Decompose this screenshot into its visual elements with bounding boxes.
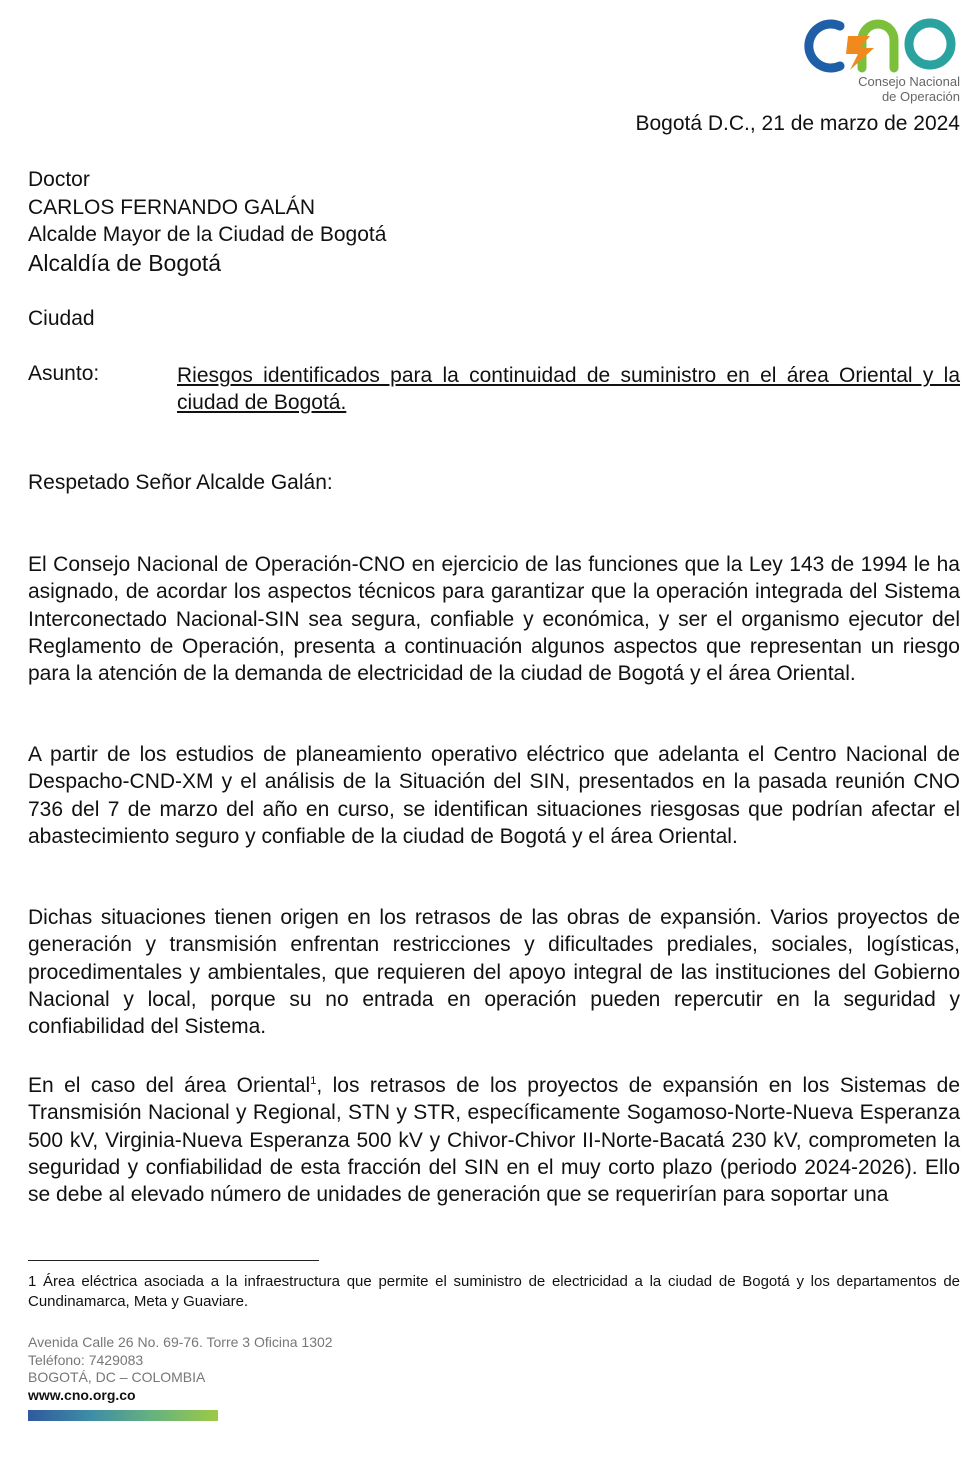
footnote-divider bbox=[28, 1260, 319, 1261]
footnote-reference: 1 bbox=[310, 1075, 317, 1087]
recipient-role: Alcalde Mayor de la Ciudad de Bogotá bbox=[28, 223, 387, 246]
logo-o-shape bbox=[909, 23, 951, 65]
letter-date: Bogotá D.C., 21 de marzo de 2024 bbox=[635, 112, 960, 135]
cno-logo bbox=[800, 14, 960, 108]
body-paragraph-2: A partir de los estudios de planeamiento operativo eléctrico que adelanta el Centro Nacional de Despacho-CND-XM y el análisis de la Situación del SIN, presentados en la pasada reunión CNO 736 del 7 de marzo del año en curso, se identifican situaciones riesgosas que podrían afectar el abastecimiento seguro y confiable de la ciudad de Bogotá y el área Oriental. bbox=[28, 743, 960, 848]
footer-address: Avenida Calle 26 No. 69-76. Torre 3 Oficina 1302 bbox=[28, 1334, 333, 1350]
recipient-block bbox=[28, 166, 386, 278]
recipient-city: Ciudad bbox=[28, 307, 95, 330]
footer-gradient-bar bbox=[28, 1410, 218, 1421]
greeting: Respetado Señor Alcalde Galán: bbox=[28, 471, 333, 494]
footer-website-link[interactable]: www.cno.org.co bbox=[28, 1386, 136, 1403]
footer-city: BOGOTÁ, DC – COLOMBIA bbox=[28, 1369, 206, 1385]
subject-text: Riesgos identificados para la continuidad de suministro en el área Oriental y la ciudad de Bogotá. bbox=[177, 364, 960, 414]
recipient-office: Alcaldía de Bogotá bbox=[28, 249, 222, 276]
recipient-name: CARLOS FERNANDO GALÁN bbox=[28, 195, 316, 219]
body-paragraph-4 bbox=[28, 1068, 960, 1208]
body-paragraph-3: Dichas situaciones tienen origen en los retrasos de las obras de expansión. Varios proyectos de generación y transmisión enfrentan restricciones y dificultades prediales, sociales, logísticas, procedimentales y ambientales, que requieren del apoyo integral de las instituciones del Gobierno Nacional y local, porque su no entrada en operación pueden repercutir en la seguridad y confiabilidad del Sistema. bbox=[28, 906, 960, 1039]
subject-label: Asunto: bbox=[28, 362, 100, 385]
recipient-salutation: Doctor bbox=[28, 168, 90, 191]
body-paragraph-4-rest: , los retrasos de los proyectos de expansión en los Sistemas de Transmisión Nacional y Regional, STN y STR, específicamente Sogamoso-Norte-Nueva Esperanza 500 kV, Virginia-Nueva Esperanza 500 kV y Chivor-Chivor II-Norte-Bacatá 230 kV, comprometen la seguridad y confiabilidad de esta fracción del SIN en el muy corto plazo (periodo 2024-2026). Ello se debe al elevado número de unidades de generación que se requerirían para soportar una bbox=[28, 1074, 961, 1207]
logo-c-shape bbox=[809, 24, 840, 68]
footer-phone: Teléfono: 7429083 bbox=[28, 1351, 144, 1368]
logo-name-line2: de Operación bbox=[881, 89, 960, 104]
logo-name-line1: Consejo Nacional bbox=[858, 74, 960, 89]
body-paragraph-4-start: En el caso del área Oriental bbox=[28, 1074, 311, 1097]
logo-n-left-stroke bbox=[862, 24, 894, 68]
cno-logo-mark bbox=[800, 14, 960, 74]
footnote-text: 1 Área eléctrica asociada a la infraestructura que permite el suministro de electricidad a la ciudad de Bogotá y los departamentos de Cundinamarca, Meta y Guaviare. bbox=[28, 1273, 960, 1310]
footer-contact bbox=[28, 1334, 333, 1404]
body-paragraph-1: El Consejo Nacional de Operación-CNO en ejercicio de las funciones que la Ley 143 de 1994 le ha asignado, de acordar los aspectos técnicos para garantizar que la operación integrada del Sistema Interconectado Nacional-SIN sea segura, confiable y económica, y ser el organismo ejecutor del Reglamento de Operación, presenta a continuación algunos aspectos que representan un riesgo para la atención de la demanda de electricidad de la ciudad de Bogotá y el área Oriental. bbox=[28, 553, 960, 686]
